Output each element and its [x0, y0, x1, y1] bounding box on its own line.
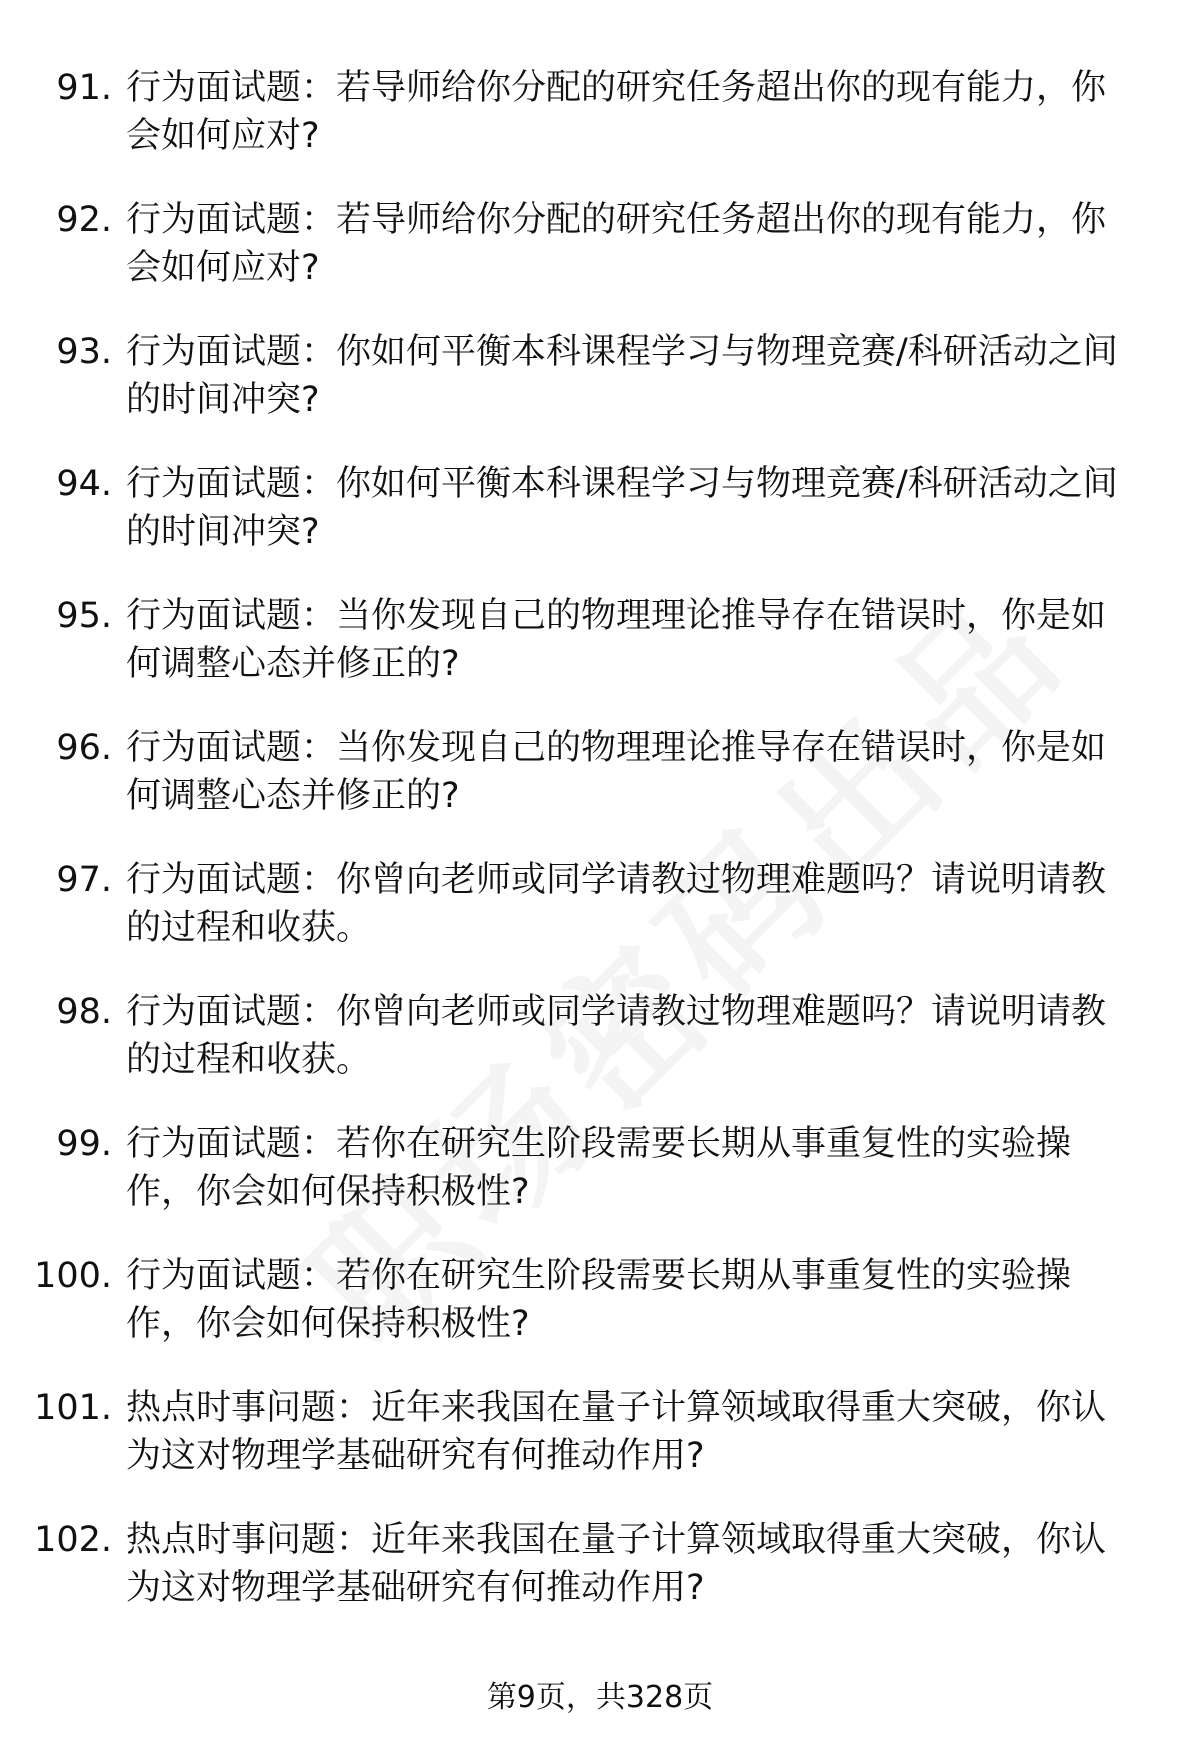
question-number: 102.: [34, 1520, 112, 1560]
question-text: [126, 328, 1156, 424]
question-text: [126, 64, 1156, 160]
question-text-line: 热点时事问题：近年来我国在量子计算领域取得重大突破，你认: [126, 1388, 1107, 1428]
question-text: [126, 988, 1156, 1084]
question-text-line: 行为面试题：你如何平衡本科课程学习与物理竞赛/科研活动之间: [126, 332, 1118, 372]
question-text-line: 热点时事问题：近年来我国在量子计算领域取得重大突破，你认: [126, 1520, 1107, 1560]
page-number-footer: 第9页，共328页: [486, 1680, 714, 1715]
question-item: [0, 460, 1200, 592]
question-item: [0, 196, 1200, 328]
question-text: [126, 196, 1156, 292]
question-number: 97.: [56, 860, 112, 900]
question-list: [0, 64, 1200, 1648]
question-text-line: 作，你会如何保持积极性?: [126, 1304, 530, 1344]
question-text: [126, 724, 1156, 820]
question-text-line: 为这对物理学基础研究有何推动作用?: [126, 1568, 705, 1608]
question-item: [0, 1120, 1200, 1252]
question-text-line: 行为面试题：你如何平衡本科课程学习与物理竞赛/科研活动之间: [126, 464, 1118, 504]
question-text-line: 会如何应对?: [126, 248, 320, 288]
question-text: [126, 1516, 1156, 1612]
question-text-line: 何调整心态并修正的?: [126, 644, 460, 684]
question-item: [0, 1384, 1200, 1516]
question-text-line: 的时间冲突?: [126, 380, 320, 420]
question-item: [0, 856, 1200, 988]
question-item: [0, 328, 1200, 460]
question-text-line: 行为面试题：当你发现自己的物理理论推导存在错误时，你是如: [126, 596, 1107, 636]
question-number: 96.: [56, 728, 112, 768]
question-item: [0, 988, 1200, 1120]
question-number: 99.: [56, 1124, 112, 1164]
question-text-line: 行为面试题：你曾向老师或同学请教过物理难题吗？请说明请教: [126, 860, 1107, 900]
question-number: 93.: [56, 332, 112, 372]
question-text: [126, 856, 1156, 952]
question-text-line: 行为面试题：若导师给你分配的研究任务超出你的现有能力，你: [126, 68, 1107, 108]
question-item: [0, 724, 1200, 856]
question-text: [126, 460, 1156, 556]
question-text-line: 会如何应对?: [126, 116, 320, 156]
question-text: [126, 592, 1156, 688]
question-item: [0, 592, 1200, 724]
question-text-line: 何调整心态并修正的?: [126, 776, 460, 816]
question-item: [0, 1516, 1200, 1648]
question-text: [126, 1384, 1156, 1480]
question-number: 94.: [56, 464, 112, 504]
question-number: 98.: [56, 992, 112, 1032]
question-number: 91.: [56, 68, 112, 108]
question-text-line: 行为面试题：当你发现自己的物理理论推导存在错误时，你是如: [126, 728, 1107, 768]
question-text: [126, 1120, 1156, 1216]
question-text-line: 行为面试题：你曾向老师或同学请教过物理难题吗？请说明请教: [126, 992, 1107, 1032]
question-text-line: 行为面试题：若你在研究生阶段需要长期从事重复性的实验操: [126, 1256, 1072, 1296]
question-text-line: 行为面试题：若你在研究生阶段需要长期从事重复性的实验操: [126, 1124, 1072, 1164]
question-text-line: 的时间冲突?: [126, 512, 320, 552]
question-number: 95.: [56, 596, 112, 636]
question-number: 101.: [34, 1388, 112, 1428]
question-text-line: 行为面试题：若导师给你分配的研究任务超出你的现有能力，你: [126, 200, 1107, 240]
question-text: [126, 1252, 1156, 1348]
question-text-line: 的过程和收获。: [126, 908, 372, 948]
question-text-line: 的过程和收获。: [126, 1040, 372, 1080]
question-text-line: 为这对物理学基础研究有何推动作用?: [126, 1436, 705, 1476]
question-item: [0, 1252, 1200, 1384]
question-number: 100.: [34, 1256, 112, 1296]
question-number: 92.: [56, 200, 112, 240]
question-item: [0, 64, 1200, 196]
question-text-line: 作，你会如何保持积极性?: [126, 1172, 530, 1212]
